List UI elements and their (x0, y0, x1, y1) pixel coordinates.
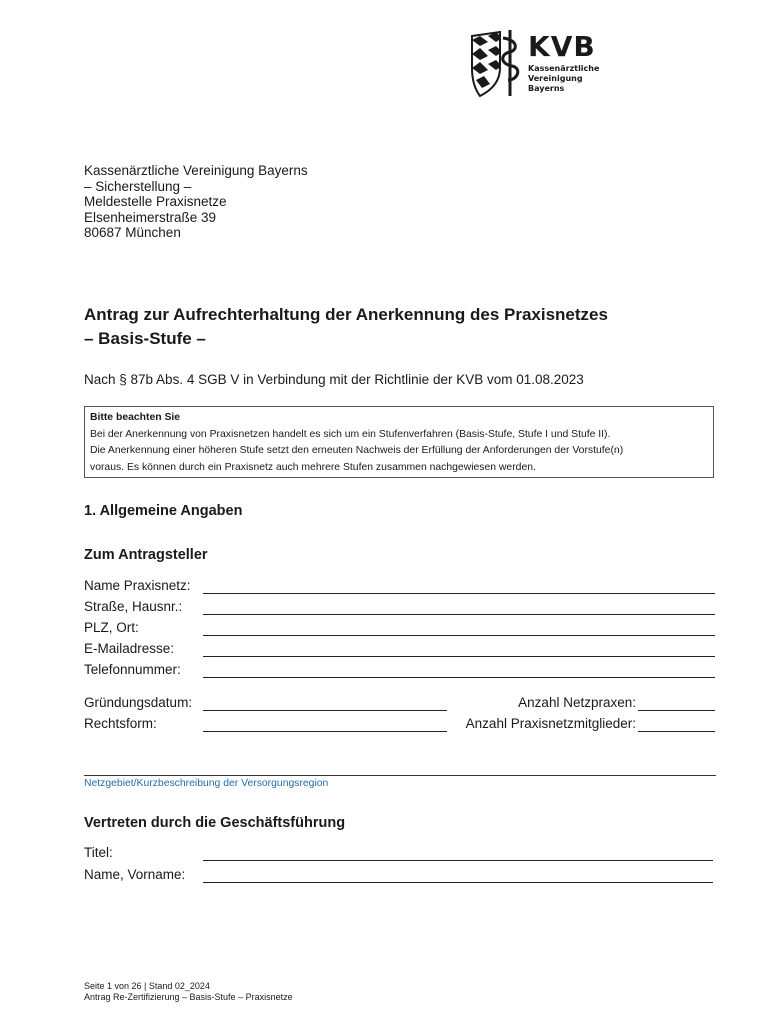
members-count-field[interactable] (638, 731, 715, 732)
legal-form-field[interactable] (203, 731, 447, 732)
mgmt-name-field[interactable] (203, 882, 713, 883)
title-line-1: Antrag zur Aufrechterhaltung der Anerkennung des Praxisnetzes (84, 305, 608, 324)
members-count-label: Anzahl Praxisnetzmitglieder: (465, 716, 636, 731)
email-field[interactable] (203, 656, 715, 657)
legal-form-label: Rechtsform: (84, 716, 157, 731)
notice-box (84, 406, 714, 478)
notice-heading: Bitte beachten Sie (90, 412, 181, 423)
logo-brand-text: KVB (528, 30, 596, 63)
notice-line: Bei der Anerkennung von Praxisnetzen handelt es sich um ein Stufenverfahren (Basis-Stufe, Stufe I und Stufe II). (90, 428, 611, 440)
founding-date-label: Gründungsdatum: (84, 695, 193, 710)
mgmt-title-field[interactable] (203, 860, 713, 861)
practices-count-label: Anzahl Netzpraxen: (518, 695, 636, 710)
recipient-address (84, 163, 308, 241)
address-line: – Sicherstellung – (84, 178, 192, 194)
logo-subtitle-line: Bayerns (528, 84, 565, 93)
notice-line: voraus. Es können durch ein Praxisnetz auch mehrere Stufen zusammen nachgewiesen werden. (90, 461, 536, 473)
praxisnetz-name-label: Name Praxisnetz: (84, 578, 191, 593)
practices-count-field[interactable] (638, 710, 715, 711)
zip-city-label: PLZ, Ort: (84, 620, 139, 635)
address-line: Kassenärztliche Vereinigung Bayerns (84, 163, 308, 178)
region-field[interactable] (84, 775, 716, 776)
mgmt-name-label: Name, Vorname: (84, 867, 186, 882)
zip-city-field[interactable] (203, 635, 715, 636)
email-label: E-Mailadresse: (84, 641, 175, 656)
logo-subtitle-line: Vereinigung (528, 74, 583, 83)
region-label: Netzgebiet/Kurzbeschreibung der Versorgungsregion (84, 778, 329, 789)
mgmt-title-label: Titel: (84, 845, 113, 860)
street-label: Straße, Hausnr.: (84, 599, 183, 614)
phone-field[interactable] (203, 677, 715, 678)
praxisnetz-name-field[interactable] (203, 593, 715, 594)
page-footer (84, 981, 293, 1002)
address-line: 80687 München (84, 225, 181, 240)
logo-subtitle (528, 64, 599, 94)
logo-subtitle-line: Kassenärztliche (528, 64, 600, 73)
founding-date-field[interactable] (203, 710, 447, 711)
legal-basis: Nach § 87b Abs. 4 SGB V in Verbindung mit der Richtlinie der KVB vom 01.08.2023 (84, 372, 584, 387)
footer-page-info: Seite 1 von 26 | Stand 02_2024 (84, 981, 210, 991)
document-title (84, 303, 724, 351)
address-line: Meldestelle Praxisnetze (84, 194, 227, 209)
applicant-heading: Zum Antragsteller (84, 547, 208, 563)
notice-line: Die Anerkennung einer höheren Stufe setzt den erneuten Nachweis der Erfüllung der Anforderungen der Vorstufe(n) (90, 445, 624, 456)
street-field[interactable] (203, 614, 715, 615)
phone-label: Telefonnummer: (84, 662, 181, 677)
address-line: Elsenheimerstraße 39 (84, 209, 217, 225)
kvb-bavarian-shield-staff-icon (470, 28, 526, 98)
management-heading: Vertreten durch die Geschäftsführung (84, 815, 346, 831)
section-heading: 1. Allgemeine Angaben (84, 503, 243, 519)
title-line-2: – Basis-Stufe – (84, 329, 206, 348)
kvb-logo (470, 28, 610, 98)
footer-doc-name: Antrag Re-Zertifizierung – Basis-Stufe – Praxisnetze (84, 991, 293, 1002)
